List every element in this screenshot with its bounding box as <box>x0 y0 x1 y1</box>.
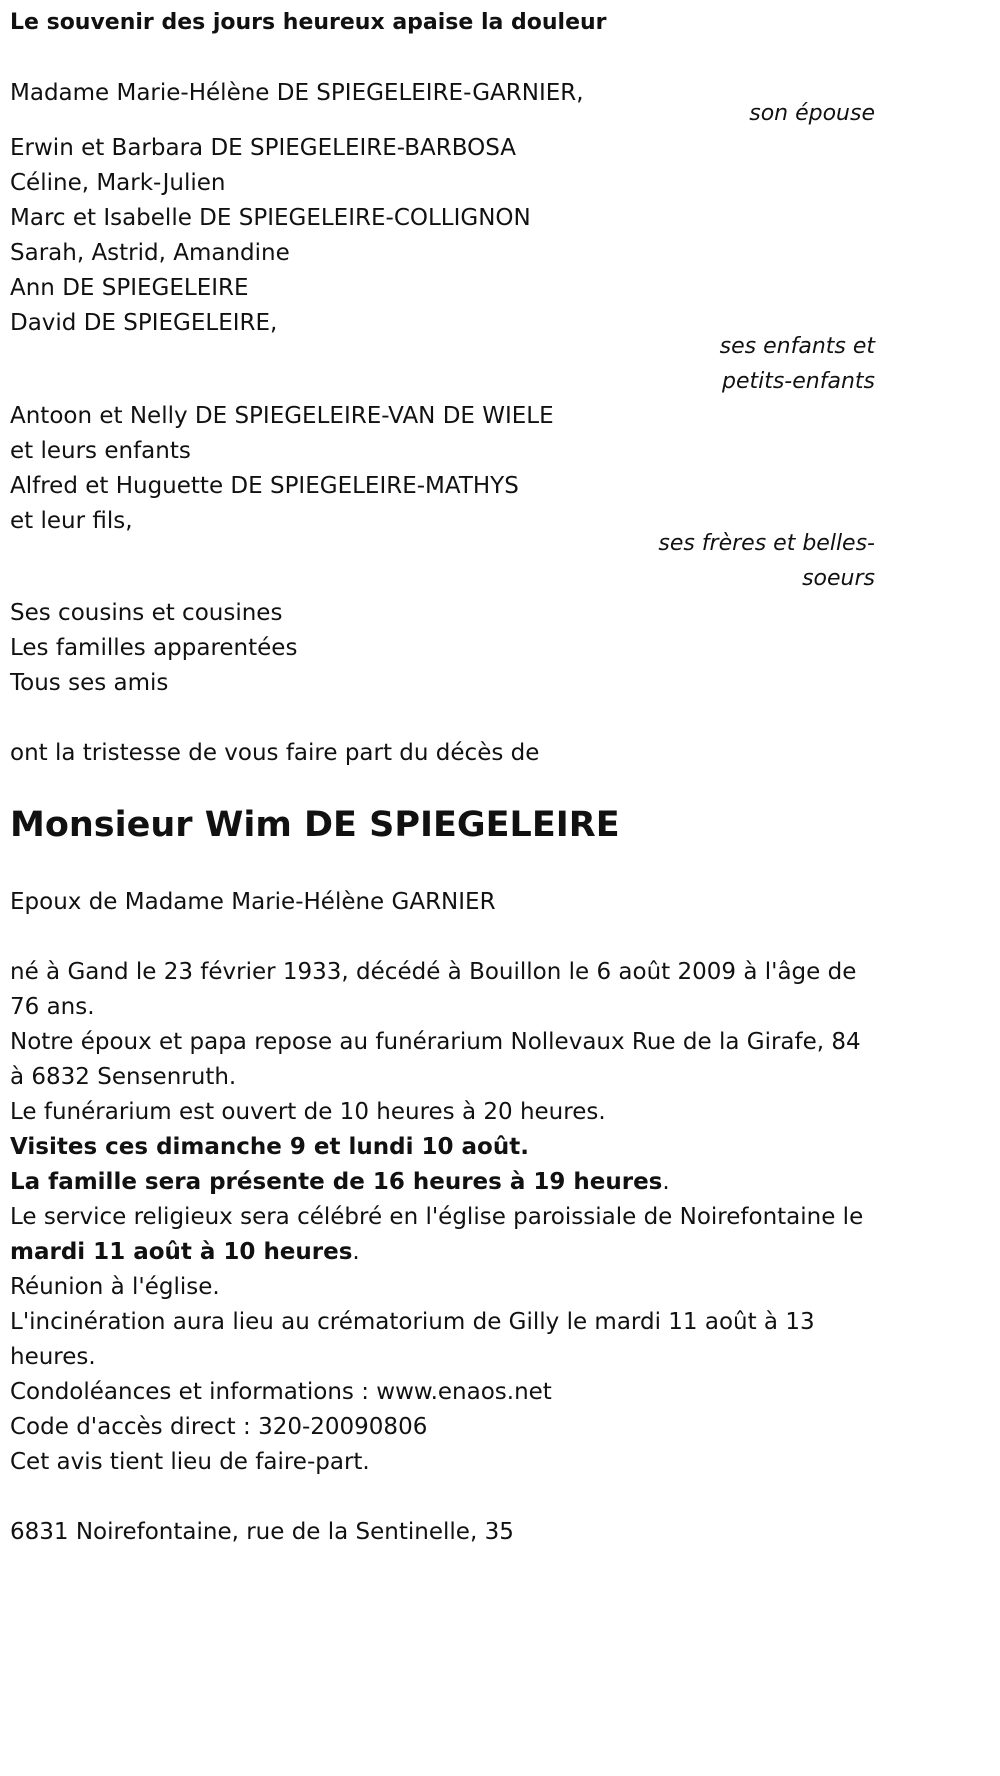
spouse-name: Madame Marie-Hélène DE SPIEGELEIRE-GARNIER, <box>10 80 584 106</box>
headline: Le souvenir des jours heureux apaise la douleur <box>10 10 607 35</box>
family-present-text: La famille sera présente de 16 heures à 19 heures <box>10 1169 663 1195</box>
service-date-end: . <box>352 1239 360 1265</box>
family-present <box>10 1165 670 1200</box>
family-present-end: . <box>662 1169 670 1195</box>
service-date <box>10 1235 360 1270</box>
spouse-role: son épouse <box>749 101 875 126</box>
siblings-line: et leur fils, <box>10 508 133 534</box>
children-role: petits-enfants <box>721 369 875 394</box>
children-line: Ann DE SPIEGELEIRE <box>10 275 249 301</box>
condolences: Condoléances et informations : www.enaos.net <box>10 1379 552 1405</box>
spouse-of: Epoux de Madame Marie-Hélène GARNIER <box>10 889 496 915</box>
birth-death: né à Gand le 23 février 1933, décédé à Bouillon le 6 août 2009 à l'âge de 76 ans. <box>10 959 857 1020</box>
siblings-role: ses frères et belles- <box>658 531 875 556</box>
address: 6831 Noirefontaine, rue de la Sentinelle, 35 <box>10 1519 514 1545</box>
others-line: Les familles apparentées <box>10 635 298 661</box>
others-line: Tous ses amis <box>10 670 169 696</box>
religious-service: Le service religieux sera célébré en l'église paroissiale de Noirefontaine le <box>10 1204 864 1230</box>
siblings-role: soeurs <box>802 566 875 591</box>
siblings-line: Antoon et Nelly DE SPIEGELEIRE-VAN DE WIELE <box>10 403 554 429</box>
notice: Cet avis tient lieu de faire-part. <box>10 1449 370 1475</box>
children-line: Marc et Isabelle DE SPIEGELEIRE-COLLIGNON <box>10 205 531 231</box>
children-line: David DE SPIEGELEIRE, <box>10 310 278 336</box>
service-date-text: mardi 11 août à 10 heures <box>10 1239 353 1265</box>
cremation: L'incinération aura lieu au crématorium de Gilly le mardi 11 août à 13 heures. <box>10 1309 815 1370</box>
others-line: Ses cousins et cousines <box>10 600 283 626</box>
announcement: ont la tristesse de vous faire part du décès de <box>10 740 540 766</box>
meeting: Réunion à l'église. <box>10 1274 220 1300</box>
children-line: Erwin et Barbara DE SPIEGELEIRE-BARBOSA <box>10 135 516 161</box>
children-line: Céline, Mark-Julien <box>10 170 226 196</box>
children-line: Sarah, Astrid, Amandine <box>10 240 290 266</box>
visits: Visites ces dimanche 9 et lundi 10 août. <box>10 1134 529 1160</box>
access-code: Code d'accès direct : 320-20090806 <box>10 1414 428 1440</box>
children-role: ses enfants et <box>719 334 875 359</box>
siblings-line: et leurs enfants <box>10 438 191 464</box>
funerarium-location: Notre époux et papa repose au funérarium Nollevaux Rue de la Girafe, 84 à 6832 Sensenruth. <box>10 1029 861 1090</box>
siblings-line: Alfred et Huguette DE SPIEGELEIRE-MATHYS <box>10 473 519 499</box>
funerarium-hours: Le funérarium est ouvert de 10 heures à 20 heures. <box>10 1099 606 1125</box>
deceased-name: Monsieur Wim DE SPIEGELEIRE <box>10 805 620 845</box>
